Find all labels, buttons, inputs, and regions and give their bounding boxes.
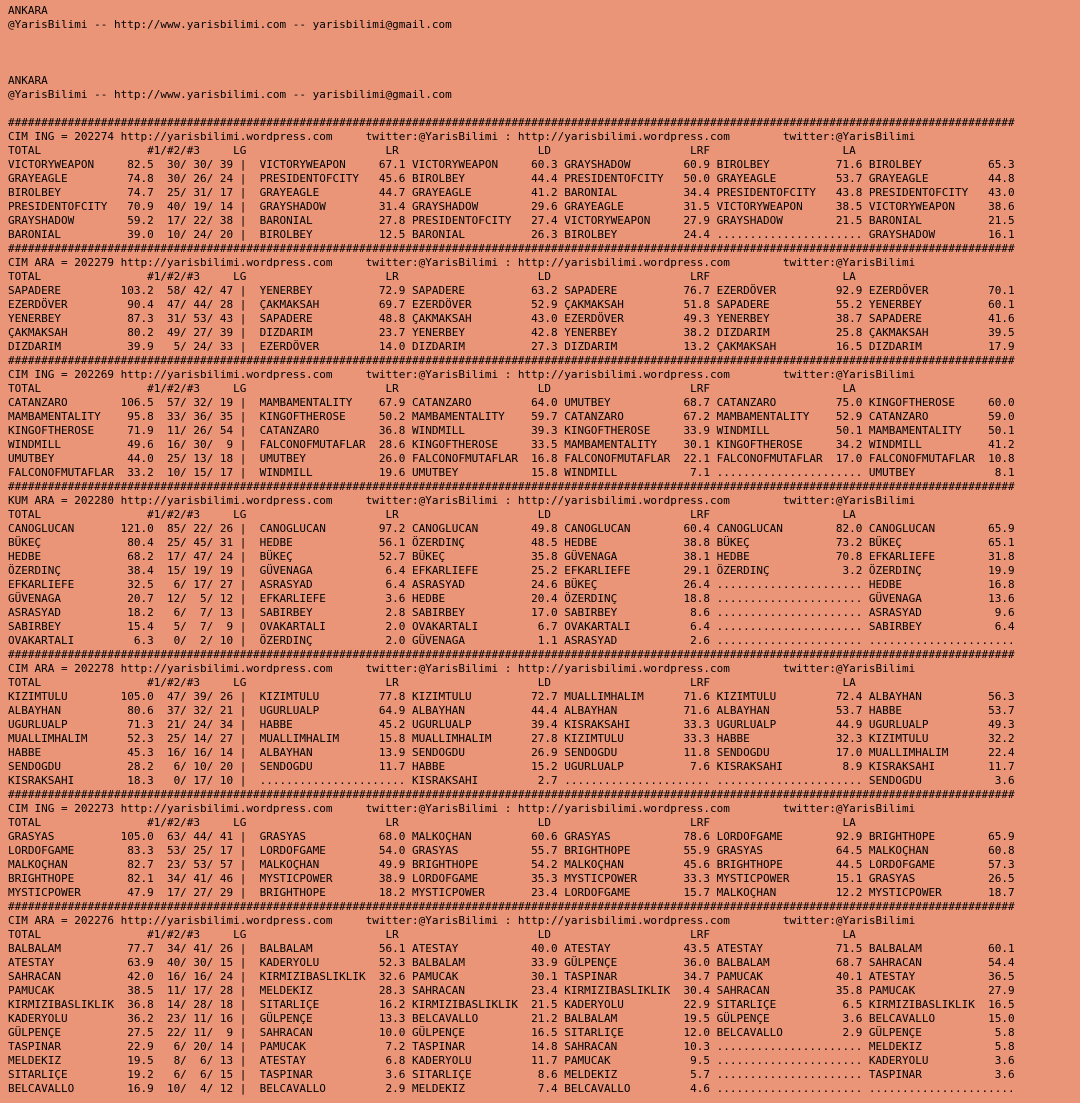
result-row: MYSTICPOWER 47.9 17/ 27/ 29 | BRIGHTHOPE 18.2 MYSTICPOWER 23.4 LORDOFGAME 15.7 MALKOÇHAN 12.2 MYSTICPOWER 18.7 xyxy=(8,886,1015,899)
result-row: LORDOFGAME 83.3 53/ 25/ 17 | LORDOFGAME 54.0 GRASYAS 55.7 BRIGHTHOPE 55.9 GRASYAS 64.5 MALKOÇHAN 60.8 xyxy=(8,844,1015,857)
result-row: HABBE 45.3 16/ 16/ 14 | ALBAYHAN 13.9 SENDOGDU 26.9 SENDOGDU 11.8 SENDOGDU 17.0 MUALLIMHALIM 22.4 xyxy=(8,746,1015,759)
section-divider: ######################################################################################################################################################## xyxy=(8,480,1015,493)
race-header: CIM ING = 202273 http://yarisbilimi.wordpress.com twitter:@YarisBilimi : http://yarisbilimi.wordpress.com twitter:@YarisBilimi xyxy=(8,802,916,815)
result-row: KINGOFTHEROSE 71.9 11/ 26/ 54 | CATANZARO 36.8 WINDMILL 39.3 KINGOFTHEROSE 33.9 WINDMILL 50.1 MAMBAMENTALITY 50.1 xyxy=(8,424,1015,437)
column-header-row: TOTAL #1/#2/#3 LG LR LD LRF LA xyxy=(8,144,856,157)
result-row: DIZDARIM 39.9 5/ 24/ 33 | EZERDÖVER 14.0 DIZDARIM 27.3 DIZDARIM 13.2 ÇAKMAKSAH 16.5 DIZDARIM 17.9 xyxy=(8,340,1015,353)
city-title: ANKARA xyxy=(8,74,48,87)
result-row: ALBAYHAN 80.6 37/ 32/ 21 | UGURLUALP 64.9 ALBAYHAN 44.4 ALBAYHAN 71.6 ALBAYHAN 53.7 HABBE 53.7 xyxy=(8,704,1015,717)
result-row: ÇAKMAKSAH 80.2 49/ 27/ 39 | DIZDARIM 23.7 YENERBEY 42.8 YENERBEY 38.2 DIZDARIM 25.8 ÇAKMAKSAH 39.5 xyxy=(8,326,1015,339)
result-row: UGURLUALP 71.3 21/ 24/ 34 | HABBE 45.2 UGURLUALP 39.4 KISRAKSAHI 33.3 UGURLUALP 44.9 UGURLUALP 49.3 xyxy=(8,718,1015,731)
result-row: ATESTAY 63.9 40/ 30/ 15 | KADERYOLU 52.3 BALBALAM 33.9 GÜLPENÇE 36.0 BALBALAM 68.7 SAHRACAN 54.4 xyxy=(8,956,1015,969)
blank-line xyxy=(8,102,1015,116)
section-divider: ######################################################################################################################################################## xyxy=(8,242,1015,255)
race-header: CIM ARA = 202278 http://yarisbilimi.wordpress.com twitter:@YarisBilimi : http://yarisbilimi.wordpress.com twitter:@YarisBilimi xyxy=(8,662,916,675)
result-row: MALKOÇHAN 82.7 23/ 53/ 57 | MALKOÇHAN 49.9 BRIGHTHOPE 54.2 MALKOÇHAN 45.6 BRIGHTHOPE 44.5 LORDOFGAME 57.3 xyxy=(8,858,1015,871)
result-row: CATANZARO 106.5 57/ 32/ 19 | MAMBAMENTALITY 67.9 CATANZARO 64.0 UMUTBEY 68.7 CATANZARO 75.0 KINGOFTHEROSE 60.0 xyxy=(8,396,1015,409)
result-row: ÖZERDINÇ 38.4 15/ 19/ 19 | GÜVENAGA 6.4 EFKARLIEFE 25.2 EFKARLIEFE 29.1 ÖZERDINÇ 3.2 ÖZERDINÇ 19.9 xyxy=(8,564,1015,577)
section-divider: ######################################################################################################################################################## xyxy=(8,788,1015,801)
race-header: KUM ARA = 202280 http://yarisbilimi.wordpress.com twitter:@YarisBilimi : http://yarisbilimi.wordpress.com twitter:@YarisBilimi xyxy=(8,494,916,507)
race-report-document xyxy=(8,4,1015,1096)
result-row: KISRAKSAHI 18.3 0/ 17/ 10 | ...................... KISRAKSAHI 2.7 ...................... ...................... SENDOGDU 3.6 xyxy=(8,774,1015,787)
result-row: GÜVENAGA 20.7 12/ 5/ 12 | EFKARLIEFE 3.6 HEDBE 20.4 ÖZERDINÇ 18.8 ...................... GÜVENAGA 13.6 xyxy=(8,592,1015,605)
result-row: KADERYOLU 36.2 23/ 11/ 16 | GÜLPENÇE 13.3 BELCAVALLO 21.2 BALBALAM 19.5 GÜLPENÇE 3.6 BELCAVALLO 15.0 xyxy=(8,1012,1015,1025)
section-divider: ######################################################################################################################################################## xyxy=(8,648,1015,661)
result-row: PAMUCAK 38.5 11/ 17/ 28 | MELDEKIZ 28.3 SAHRACAN 23.4 KIRMIZIBASLIKLIK 30.4 SAHRACAN 35.8 PAMUCAK 27.9 xyxy=(8,984,1015,997)
result-row: BRIGHTHOPE 82.1 34/ 41/ 46 | MYSTICPOWER 38.9 LORDOFGAME 35.3 MYSTICPOWER 33.3 MYSTICPOWER 15.1 GRASYAS 26.5 xyxy=(8,872,1015,885)
result-row: MELDEKIZ 19.5 8/ 6/ 13 | ATESTAY 6.8 KADERYOLU 11.7 PAMUCAK 9.5 ...................... KADERYOLU 3.6 xyxy=(8,1054,1015,1067)
result-row: SAHRACAN 42.0 16/ 16/ 24 | KIRMIZIBASLIKLIK 32.6 PAMUCAK 30.1 TASPINAR 34.7 PAMUCAK 40.1 ATESTAY 36.5 xyxy=(8,970,1015,983)
result-row: FALCONOFMUTAFLAR 33.2 10/ 15/ 17 | WINDMILL 19.6 UMUTBEY 15.8 WINDMILL 7.1 ...................... UMUTBEY 8.1 xyxy=(8,466,1015,479)
result-row: KIZIMTULU 105.0 47/ 39/ 26 | KIZIMTULU 77.8 KIZIMTULU 72.7 MUALLIMHALIM 71.6 KIZIMTULU 72.4 ALBAYHAN 56.3 xyxy=(8,690,1015,703)
result-row: OVAKARTALI 6.3 0/ 2/ 10 | ÖZERDINÇ 2.0 GÜVENAGA 1.1 ASRASYAD 2.6 ...................... ...................... xyxy=(8,634,1015,647)
result-row: BARONIAL 39.0 10/ 24/ 20 | BIROLBEY 12.5 BARONIAL 26.3 BIROLBEY 24.4 ...................... GRAYSHADOW 16.1 xyxy=(8,228,1015,241)
result-row: MAMBAMENTALITY 95.8 33/ 36/ 35 | KINGOFTHEROSE 50.2 MAMBAMENTALITY 59.7 CATANZARO 67.2 MAMBAMENTALITY 52.9 CATANZARO 59.0 xyxy=(8,410,1015,423)
result-row: SENDOGDU 28.2 6/ 10/ 20 | SENDOGDU 11.7 HABBE 15.2 UGURLUALP 7.6 KISRAKSAHI 8.9 KISRAKSAHI 11.7 xyxy=(8,760,1015,773)
result-row: BELCAVALLO 16.9 10/ 4/ 12 | BELCAVALLO 2.9 MELDEKIZ 7.4 BELCAVALLO 4.6 ...................... ...................... xyxy=(8,1082,1015,1095)
race-header: CIM ARA = 202279 http://yarisbilimi.wordpress.com twitter:@YarisBilimi : http://yarisbilimi.wordpress.com twitter:@YarisBilimi xyxy=(8,256,916,269)
race-header: CIM ING = 202274 http://yarisbilimi.wordpress.com twitter:@YarisBilimi : http://yarisbilimi.wordpress.com twitter:@YarisBilimi xyxy=(8,130,916,143)
result-row: EZERDÖVER 90.4 47/ 44/ 28 | ÇAKMAKSAH 69.7 EZERDÖVER 52.9 ÇAKMAKSAH 51.8 SAPADERE 55.2 YENERBEY 60.1 xyxy=(8,298,1015,311)
result-row: CANOGLUCAN 121.0 85/ 22/ 26 | CANOGLUCAN 97.2 CANOGLUCAN 49.8 CANOGLUCAN 60.4 CANOGLUCAN 82.0 CANOGLUCAN 65.9 xyxy=(8,522,1015,535)
result-row: UMUTBEY 44.0 25/ 13/ 18 | UMUTBEY 26.0 FALCONOFMUTAFLAR 16.8 FALCONOFMUTAFLAR 22.1 FALCONOFMUTAFLAR 17.0 FALCONOFMUTAFLAR 10.8 xyxy=(8,452,1015,465)
result-row: SAPADERE 103.2 58/ 42/ 47 | YENERBEY 72.9 SAPADERE 63.2 SAPADERE 76.7 EZERDÖVER 92.9 EZERDÖVER 70.1 xyxy=(8,284,1015,297)
city-title: ANKARA xyxy=(8,4,48,17)
column-header-row: TOTAL #1/#2/#3 LG LR LD LRF LA xyxy=(8,508,856,521)
result-row: GRAYSHADOW 59.2 17/ 22/ 38 | BARONIAL 27.8 PRESIDENTOFCITY 27.4 VICTORYWEAPON 27.9 GRAYSHADOW 21.5 BARONIAL 21.5 xyxy=(8,214,1015,227)
blank-line xyxy=(8,60,1015,74)
result-row: VICTORYWEAPON 82.5 30/ 30/ 39 | VICTORYWEAPON 67.1 VICTORYWEAPON 60.3 GRAYSHADOW 60.9 BIROLBEY 71.6 BIROLBEY 65.3 xyxy=(8,158,1015,171)
blank-line xyxy=(8,46,1015,60)
result-row: BÜKEÇ 80.4 25/ 45/ 31 | HEDBE 56.1 ÖZERDINÇ 48.5 HEDBE 38.8 BÜKEÇ 73.2 BÜKEÇ 65.1 xyxy=(8,536,1015,549)
contact-line: @YarisBilimi -- http://www.yarisbilimi.com -- yarisbilimi@gmail.com xyxy=(8,18,452,31)
column-header-row: TOTAL #1/#2/#3 LG LR LD LRF LA xyxy=(8,816,856,829)
result-row: YENERBEY 87.3 31/ 53/ 43 | SAPADERE 48.8 ÇAKMAKSAH 43.0 EZERDÖVER 49.3 YENERBEY 38.7 SAPADERE 41.6 xyxy=(8,312,1015,325)
column-header-row: TOTAL #1/#2/#3 LG LR LD LRF LA xyxy=(8,270,856,283)
result-row: TASPINAR 22.9 6/ 20/ 14 | PAMUCAK 7.2 TASPINAR 14.8 SAHRACAN 10.3 ...................... MELDEKIZ 5.8 xyxy=(8,1040,1015,1053)
result-row: EFKARLIEFE 32.5 6/ 17/ 27 | ASRASYAD 6.4 ASRASYAD 24.6 BÜKEÇ 26.4 ...................... HEDBE 16.8 xyxy=(8,578,1015,591)
section-divider: ######################################################################################################################################################## xyxy=(8,116,1015,129)
result-row: BALBALAM 77.7 34/ 41/ 26 | BALBALAM 56.1 ATESTAY 40.0 ATESTAY 43.5 ATESTAY 71.5 BALBALAM 60.1 xyxy=(8,942,1015,955)
race-header: CIM ING = 202269 http://yarisbilimi.wordpress.com twitter:@YarisBilimi : http://yarisbilimi.wordpress.com twitter:@YarisBilimi xyxy=(8,368,916,381)
blank-line xyxy=(8,32,1015,46)
column-header-row: TOTAL #1/#2/#3 LG LR LD LRF LA xyxy=(8,676,856,689)
result-row: MUALLIMHALIM 52.3 25/ 14/ 27 | MUALLIMHALIM 15.8 MUALLIMHALIM 27.8 KIZIMTULU 33.3 HABBE 32.3 KIZIMTULU 32.2 xyxy=(8,732,1015,745)
result-row: HEDBE 68.2 17/ 47/ 24 | BÜKEÇ 52.7 BÜKEÇ 35.8 GÜVENAGA 38.1 HEDBE 70.8 EFKARLIEFE 31.8 xyxy=(8,550,1015,563)
result-row: GÜLPENÇE 27.5 22/ 11/ 9 | SAHRACAN 10.0 GÜLPENÇE 16.5 SITARLIÇE 12.0 BELCAVALLO 2.9 GÜLPENÇE 5.8 xyxy=(8,1026,1015,1039)
section-divider: ######################################################################################################################################################## xyxy=(8,900,1015,913)
result-row: GRAYEAGLE 74.8 30/ 26/ 24 | PRESIDENTOFCITY 45.6 BIROLBEY 44.4 PRESIDENTOFCITY 50.0 GRAYEAGLE 53.7 GRAYEAGLE 44.8 xyxy=(8,172,1015,185)
result-row: BIROLBEY 74.7 25/ 31/ 17 | GRAYEAGLE 44.7 GRAYEAGLE 41.2 BARONIAL 34.4 PRESIDENTOFCITY 43.8 PRESIDENTOFCITY 43.0 xyxy=(8,186,1015,199)
section-divider: ######################################################################################################################################################## xyxy=(8,354,1015,367)
result-row: GRASYAS 105.0 63/ 44/ 41 | GRASYAS 68.0 MALKOÇHAN 60.6 GRASYAS 78.6 LORDOFGAME 92.9 BRIGHTHOPE 65.9 xyxy=(8,830,1015,843)
result-row: KIRMIZIBASLIKLIK 36.8 14/ 28/ 18 | SITARLIÇE 16.2 KIRMIZIBASLIKLIK 21.5 KADERYOLU 22.9 SITARLIÇE 6.5 KIRMIZIBASLIKLIK 16.5 xyxy=(8,998,1015,1011)
column-header-row: TOTAL #1/#2/#3 LG LR LD LRF LA xyxy=(8,382,856,395)
result-row: PRESIDENTOFCITY 70.9 40/ 19/ 14 | GRAYSHADOW 31.4 GRAYSHADOW 29.6 GRAYEAGLE 31.5 VICTORYWEAPON 38.5 VICTORYWEAPON 38.6 xyxy=(8,200,1015,213)
result-row: SABIRBEY 15.4 5/ 7/ 9 | OVAKARTALI 2.0 OVAKARTALI 6.7 OVAKARTALI 6.4 ...................... SABIRBEY 6.4 xyxy=(8,620,1015,633)
column-header-row: TOTAL #1/#2/#3 LG LR LD LRF LA xyxy=(8,928,856,941)
result-row: SITARLIÇE 19.2 6/ 6/ 15 | TASPINAR 3.6 SITARLIÇE 8.6 MELDEKIZ 5.7 ...................... TASPINAR 3.6 xyxy=(8,1068,1015,1081)
result-row: WINDMILL 49.6 16/ 30/ 9 | FALCONOFMUTAFLAR 28.6 KINGOFTHEROSE 33.5 MAMBAMENTALITY 30.1 KINGOFTHEROSE 34.2 WINDMILL 41.2 xyxy=(8,438,1015,451)
race-header: CIM ARA = 202276 http://yarisbilimi.wordpress.com twitter:@YarisBilimi : http://yarisbilimi.wordpress.com twitter:@YarisBilimi xyxy=(8,914,916,927)
contact-line: @YarisBilimi -- http://www.yarisbilimi.com -- yarisbilimi@gmail.com xyxy=(8,88,452,101)
result-row: ASRASYAD 18.2 6/ 7/ 13 | SABIRBEY 2.8 SABIRBEY 17.0 SABIRBEY 8.6 ...................... ASRASYAD 9.6 xyxy=(8,606,1015,619)
